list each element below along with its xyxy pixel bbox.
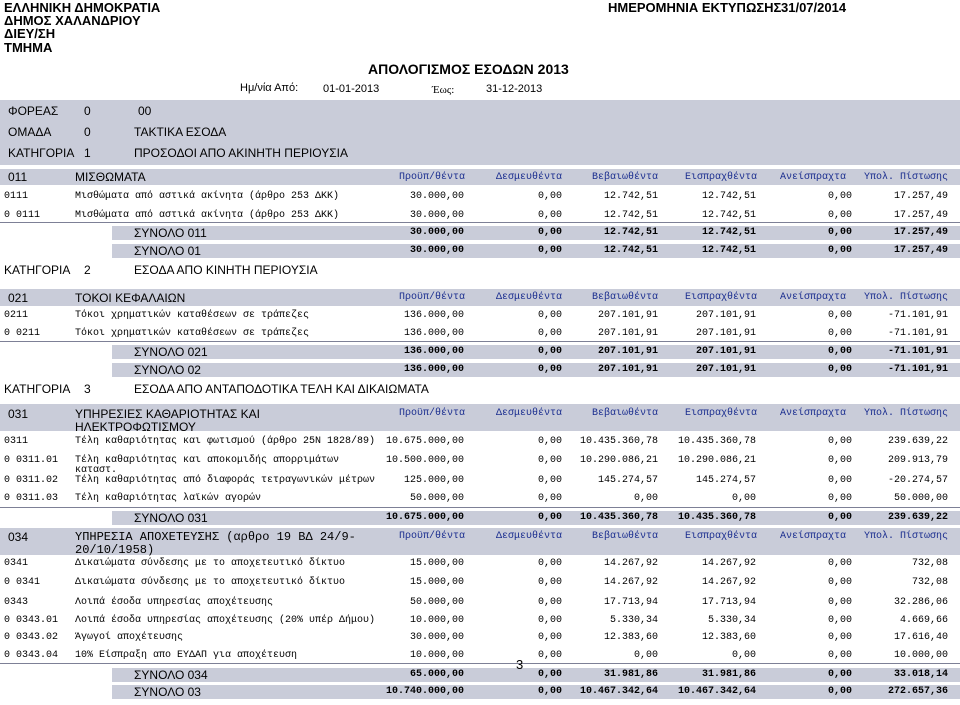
report-title: ΑΠΟΛΟΓΙΣΜΟΣ ΕΣΟΔΩΝ 2013: [368, 61, 569, 77]
omada-label: ΟΜΑΔΑ: [8, 125, 52, 139]
cell-value: 10.000,00: [893, 650, 948, 661]
sum-value: 10.467.342,64: [677, 686, 756, 697]
cell-value: 12.742,51: [701, 191, 756, 202]
cell-value: 0,00: [827, 191, 852, 202]
kat3-code: 3: [84, 382, 91, 396]
cell-value: 0,00: [537, 650, 562, 661]
cell-value: 145.274,57: [597, 475, 658, 486]
cell-value: 12.383,60: [701, 632, 756, 643]
kat-value: ΠΡΟΣΟΔΟΙ ΑΠΟ ΑΚΙΝΗΤΗ ΠΕΡΙΟΥΣΙΑ: [134, 146, 349, 160]
foreas-value: 00: [138, 104, 152, 118]
cell-value: 125.000,00: [403, 475, 464, 486]
cell-value: -20.274,57: [887, 475, 948, 486]
sum-value: 17.257,49: [893, 227, 948, 238]
sum-label: ΣΥΝΟΛΟ 03: [134, 685, 201, 699]
cell-value: 14.267,92: [701, 577, 756, 588]
kat-label: ΚΑΤΗΓΟΡΙΑ: [8, 146, 75, 160]
cell-value: 732,08: [911, 577, 948, 588]
cell-value: 10.000,00: [409, 615, 464, 626]
section-021-code: 021: [8, 291, 29, 305]
cell-value: 0,00: [827, 210, 852, 221]
column-header: Ανείσπραχτα: [780, 172, 847, 183]
kat2-value: ΕΣΟΔΑ ΑΠΟ ΚΙΝΗΤΗ ΠΕΡΙΟΥΣΙΑ: [134, 263, 318, 277]
cell-value: 0,00: [633, 493, 658, 504]
omada-value: ΤΑΚΤΙΚΑ ΕΣΟΔΑ: [134, 125, 227, 139]
sum-value: 0,00: [827, 669, 852, 680]
row-description: Δικαιώματα σύνδεσης με το αποχετευτικό δίκτυο: [75, 577, 346, 588]
column-header: Βεβαιωθέντα: [592, 172, 659, 183]
section-021-title: ΤΟΚΟΙ ΚΕΦΑΛΑΙΩΝ: [75, 291, 186, 305]
cell-value: 17.257,49: [893, 191, 948, 202]
column-header: Δεσμευθέντα: [496, 531, 563, 542]
cell-value: 0,00: [827, 310, 852, 321]
row-description: Τέλη καθαριότητας και φωτισμού (άρθρο 25Ν 1828/89): [75, 436, 376, 447]
column-header: Ανείσπραχτα: [780, 408, 847, 419]
sum-value: 33.018,14: [893, 669, 948, 680]
cell-value: 145.274,57: [695, 475, 756, 486]
column-header: Εισπραχθέντα: [685, 408, 758, 419]
cell-value: 136.000,00: [403, 328, 464, 339]
row-code: 0 0343.02: [4, 632, 59, 643]
cell-value: 5.330,34: [707, 615, 756, 626]
to-label: Έως:: [432, 84, 455, 96]
cell-value: 0,00: [537, 632, 562, 643]
column-header: Βεβαιωθέντα: [592, 408, 659, 419]
row-description-cont: καταστ.: [75, 465, 118, 476]
cell-value: -71.101,91: [887, 328, 948, 339]
cell-value: 5.330,34: [609, 615, 658, 626]
cell-value: 30.000,00: [409, 632, 464, 643]
sum-value: 17.257,49: [893, 245, 948, 256]
cell-value: 14.267,92: [603, 558, 658, 569]
cell-value: 207.101,91: [695, 328, 756, 339]
sum-value: 31.981,86: [701, 669, 756, 680]
sum-value: 0,00: [827, 686, 852, 697]
cell-value: 10.290.086,21: [579, 455, 658, 466]
sum-value: 207.101,91: [695, 346, 756, 357]
cell-value: 10.000,00: [409, 650, 464, 661]
cell-value: 0,00: [827, 597, 852, 608]
cell-value: 50.000,00: [409, 493, 464, 504]
row-code: 0 0311.03: [4, 493, 59, 504]
sum-value: 0,00: [827, 364, 852, 375]
column-header: Προϋπ/θέντα: [399, 408, 466, 419]
to-date: 31-12-2013: [486, 83, 543, 95]
section-031-code: 031: [8, 407, 29, 421]
row-description: Τόκοι χρηματικών καταθέσεων σε τράπεζες: [75, 328, 310, 339]
row-description: 10% Είσπραξη απο ΕΥΔΑΠ για αποχέτευση: [75, 650, 298, 661]
cell-value: 0,00: [827, 615, 852, 626]
cell-value: 15.000,00: [409, 558, 464, 569]
column-header: Υπολ. Πίστωσης: [864, 292, 949, 303]
row-code: 0311: [4, 436, 29, 447]
cell-value: 209.913,79: [887, 455, 948, 466]
kat3-label: ΚΑΤΗΓΟΡΙΑ: [4, 382, 71, 396]
row-description: Λοιπά έσοδα υπηρεσίας αποχέτευσης (20% υπέρ Δήμου): [75, 615, 376, 626]
foreas-label: ΦΟΡΕΑΣ: [8, 104, 59, 118]
row-code: 0 0311.02: [4, 475, 59, 486]
divider: [0, 507, 960, 508]
cell-value: 12.742,51: [603, 191, 658, 202]
sum-value: 0,00: [537, 512, 562, 523]
cell-value: 207.101,91: [695, 310, 756, 321]
row-description: Τέλη καθαριότητας από διαφοράς τετραγωνικών μέτρων: [75, 475, 376, 486]
cell-value: 15.000,00: [409, 577, 464, 588]
row-description: Λοιπά έσοδα υπηρεσίας αποχέτευσης: [75, 597, 274, 608]
cell-value: 10.435.360,78: [579, 436, 658, 447]
row-code: 0 0111: [4, 210, 41, 221]
row-description: Μισθώματα από αστικά ακίνητα (άρθρο 253 ΔΚΚ): [75, 191, 340, 202]
cell-value: 0,00: [537, 328, 562, 339]
column-header: Δεσμευθέντα: [496, 292, 563, 303]
row-description: Μισθώματα από αστικά ακίνητα (άρθρο 253 ΔΚΚ): [75, 210, 340, 221]
cell-value: 17.713,94: [603, 597, 658, 608]
section-011-title: ΜΙΣΘΩΜΑΤΑ: [75, 170, 146, 184]
column-header: Υπολ. Πίστωσης: [864, 531, 949, 542]
cell-value: 50.000,00: [893, 493, 948, 504]
row-description: Τέλη καθαριότητας λαϊκών αγορών: [75, 493, 262, 504]
org-line-1: ΕΛΛΗΝΙΚΗ ΔΗΜΟΚΡΑΤΙΑ: [4, 0, 161, 15]
sum-value: 136.000,00: [403, 364, 464, 375]
sum-label: ΣΥΝΟΛΟ 02: [134, 363, 201, 377]
row-code: 0343: [4, 597, 29, 608]
row-code: 0111: [4, 191, 29, 202]
cell-value: 0,00: [537, 475, 562, 486]
sum-value: 10.740.000,00: [385, 686, 464, 697]
sum-label: ΣΥΝΟΛΟ 031: [134, 511, 208, 525]
print-date-label: ΗΜΕΡΟΜΗΝΙΑ ΕΚΤΥΠΩΣΗΣ: [608, 0, 782, 15]
cell-value: 10.435.360,78: [677, 436, 756, 447]
cell-value: 0,00: [827, 493, 852, 504]
column-header: Εισπραχθέντα: [685, 172, 758, 183]
sum-value: 31.981,86: [603, 669, 658, 680]
cell-value: 0,00: [537, 436, 562, 447]
print-date: 31/07/2014: [781, 0, 847, 15]
column-header: Προϋπ/θέντα: [399, 292, 466, 303]
cell-value: 4.669,66: [899, 615, 948, 626]
column-header: Υπολ. Πίστωσης: [864, 172, 949, 183]
cell-value: 0,00: [537, 577, 562, 588]
sum-value: 10.435.360,78: [579, 512, 658, 523]
sum-value: 0,00: [827, 227, 852, 238]
sum-value: 0,00: [827, 346, 852, 357]
sum-value: 12.742,51: [603, 227, 658, 238]
sum-label: ΣΥΝΟΛΟ 011: [134, 226, 207, 240]
column-header: Βεβαιωθέντα: [592, 292, 659, 303]
sum-value: 30.000,00: [409, 227, 464, 238]
page-number: 3: [516, 657, 524, 672]
sum-value: 30.000,00: [409, 245, 464, 256]
column-header: Δεσμευθέντα: [496, 172, 563, 183]
sum-value: -71.101,91: [887, 364, 948, 375]
divider: [0, 222, 960, 223]
omada-code: 0: [84, 125, 91, 139]
section-034-code: 034: [8, 530, 29, 544]
sum-value: 207.101,91: [597, 346, 658, 357]
cell-value: 30.000,00: [409, 191, 464, 202]
sum-value: 10.467.342,64: [579, 686, 658, 697]
cell-value: 0,00: [827, 577, 852, 588]
cell-value: 0,00: [827, 455, 852, 466]
org-line-2: ΔΗΜΟΣ ΧΑΛΑΝΔΡΙΟΥ: [4, 13, 141, 28]
row-code: 0211: [4, 310, 29, 321]
row-description: Τέλη καθαριότητας και αποκομιδής απορριμάτων: [75, 455, 340, 466]
row-description: Δικαιώματα σύνδεσης με το αποχετευτικό δίκτυο: [75, 558, 346, 569]
section-011-code: 011: [8, 170, 28, 184]
sum-label: ΣΥΝΟΛΟ 034: [134, 668, 208, 682]
cell-value: 207.101,91: [597, 310, 658, 321]
cell-value: 0,00: [537, 191, 562, 202]
column-header: Εισπραχθέντα: [685, 531, 758, 542]
cell-value: 239.639,22: [887, 436, 948, 447]
kat2-code: 2: [84, 263, 91, 277]
cell-value: 17.257,49: [893, 210, 948, 221]
kat3-value: ΕΣΟΔΑ ΑΠΟ ΑΝΤΑΠΟΔΟΤΙΚΑ ΤΕΛΗ ΚΑΙ ΔΙΚΑΙΩΜΑΤΑ: [134, 382, 429, 396]
sum-value: 12.742,51: [701, 227, 756, 238]
from-label: Ημ/νία Από:: [240, 82, 299, 94]
row-description: Τόκοι χρηματικών καταθέσεων σε τράπεζες: [75, 310, 310, 321]
divider: [0, 341, 960, 342]
kat2-label: ΚΑΤΗΓΟΡΙΑ: [4, 263, 71, 277]
sum-value: 207.101,91: [695, 364, 756, 375]
org-line-4: ΤΜΗΜΑ: [4, 40, 53, 55]
sum-value: 0,00: [537, 686, 562, 697]
cell-value: 32.286,06: [893, 597, 948, 608]
row-code: 0 0311.01: [4, 455, 59, 466]
section-034-title-1: ΥΠΗΡΕΣΙΑ ΑΠΟΧΕΤΕΥΣΗΣ (αρθρο 19 ΒΔ 24/9-: [75, 530, 356, 544]
cell-value: 17.616,40: [893, 632, 948, 643]
row-code: 0 0341: [4, 577, 41, 588]
cell-value: 732,08: [911, 558, 948, 569]
sum-value: 136.000,00: [403, 346, 464, 357]
cell-value: 12.383,60: [603, 632, 658, 643]
cell-value: 10.500.000,00: [385, 455, 464, 466]
cell-value: 0,00: [537, 615, 562, 626]
sum-value: -71.101,91: [887, 346, 948, 357]
sum-value: 0,00: [537, 245, 562, 256]
cell-value: 10.675.000,00: [385, 436, 464, 447]
sum-value: 207.101,91: [597, 364, 658, 375]
cell-value: 0,00: [537, 455, 562, 466]
foreas-code: 0: [84, 104, 91, 118]
cell-value: 0,00: [537, 493, 562, 504]
cell-value: 0,00: [537, 597, 562, 608]
sum-value: 10.435.360,78: [677, 512, 756, 523]
divider: [0, 663, 960, 664]
sum-value: 0,00: [537, 346, 562, 357]
cell-value: 0,00: [827, 436, 852, 447]
cell-value: 0,00: [827, 650, 852, 661]
row-code: 0 0211: [4, 328, 41, 339]
cell-value: 0,00: [827, 475, 852, 486]
column-header: Υπολ. Πίστωσης: [864, 408, 949, 419]
cell-value: -71.101,91: [887, 310, 948, 321]
cell-value: 136.000,00: [403, 310, 464, 321]
cell-value: 0,00: [537, 310, 562, 321]
sum-value: 239.639,22: [887, 512, 948, 523]
sum-value: 12.742,51: [701, 245, 756, 256]
cell-value: 30.000,00: [409, 210, 464, 221]
sum-value: 0,00: [827, 245, 852, 256]
row-code: 0 0343.04: [4, 650, 59, 661]
sum-value: 10.675.000,00: [385, 512, 464, 523]
column-header: Προϋπ/θέντα: [399, 531, 466, 542]
sum-label: ΣΥΝΟΛΟ 021: [134, 345, 208, 359]
cell-value: 0,00: [827, 632, 852, 643]
cell-value: 12.742,51: [701, 210, 756, 221]
column-header: Εισπραχθέντα: [685, 292, 758, 303]
sum-value: 0,00: [537, 227, 562, 238]
sum-value: 65.000,00: [409, 669, 464, 680]
cell-value: 14.267,92: [701, 558, 756, 569]
column-header: Ανείσπραχτα: [780, 292, 847, 303]
column-header: Προϋπ/θέντα: [399, 172, 466, 183]
sum-label: ΣΥΝΟΛΟ 01: [134, 244, 201, 258]
cell-value: 10.290.086,21: [677, 455, 756, 466]
row-code: 0341: [4, 558, 29, 569]
cell-value: 0,00: [633, 650, 658, 661]
cell-value: 0,00: [827, 558, 852, 569]
cell-value: 14.267,92: [603, 577, 658, 588]
row-code: 0 0343.01: [4, 615, 59, 626]
column-header: Βεβαιωθέντα: [592, 531, 659, 542]
section-031-title-1: ΥΠΗΡΕΣΙΕΣ ΚΑΘΑΡΙΟΤΗΤΑΣ ΚΑΙ: [75, 407, 260, 421]
section-031-title-2: ΗΛΕΚΤΡΟΦΩΤΙΣΜΟΥ: [75, 420, 196, 434]
sum-value: 0,00: [537, 364, 562, 375]
org-line-3: ΔΙΕΥ/ΣΗ: [4, 26, 56, 41]
from-date: 01-01-2013: [323, 83, 380, 95]
sum-value: 0,00: [537, 669, 562, 680]
cell-value: 0,00: [827, 328, 852, 339]
sum-value: 0,00: [827, 512, 852, 523]
cell-value: 0,00: [731, 493, 756, 504]
column-header: Ανείσπραχτα: [780, 531, 847, 542]
cell-value: 0,00: [537, 558, 562, 569]
sum-value: 272.657,36: [887, 686, 948, 697]
row-description: Άγωγοί αποχέτευσης: [75, 632, 184, 643]
cell-value: 50.000,00: [409, 597, 464, 608]
cell-value: 17.713,94: [701, 597, 756, 608]
cell-value: 207.101,91: [597, 328, 658, 339]
section-034-title-2: 20/10/1958): [75, 543, 155, 557]
cell-value: 0,00: [537, 210, 562, 221]
column-header: Δεσμευθέντα: [496, 408, 563, 419]
kat-code: 1: [84, 146, 91, 160]
sum-value: 12.742,51: [603, 245, 658, 256]
cell-value: 12.742,51: [603, 210, 658, 221]
cell-value: 0,00: [731, 650, 756, 661]
